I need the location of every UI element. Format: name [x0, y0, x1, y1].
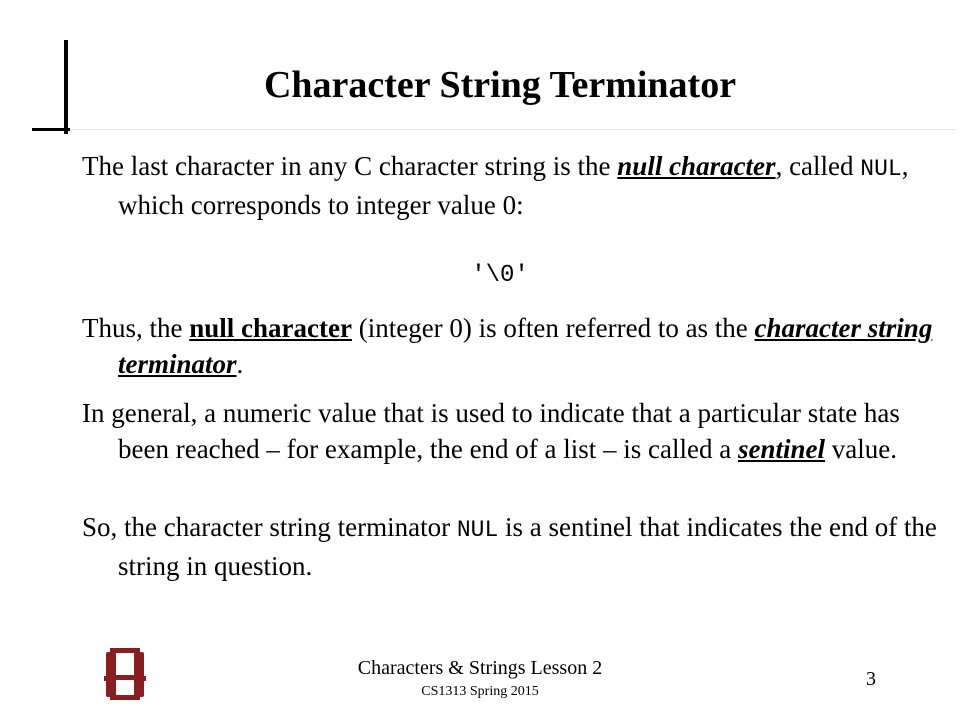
p2-text-a: Thus, the	[82, 313, 190, 343]
p1-text-a: The last character in any C character string is the	[82, 151, 618, 181]
term-string-terminator: character string terminator	[118, 313, 933, 379]
p3-text-b: value.	[825, 434, 897, 464]
paragraph-nul-sentinel	[82, 509, 938, 584]
p4-text-b: is a sentinel that indicates the end of the string in question.	[118, 512, 937, 581]
slide-title: Character String Terminator	[263, 64, 737, 106]
decor-horizontal-line	[32, 128, 70, 131]
title-divider	[70, 129, 956, 130]
code-null-literal: '\0'	[471, 262, 529, 289]
p1-text-b: , called	[775, 151, 861, 181]
term-sentinel: sentinel	[738, 434, 826, 464]
ou-logo-icon	[102, 646, 148, 702]
p3-text-a: In general, a numeric value that is used to indicate that a particular state has been reached – for example, the end of a list – is called a	[82, 398, 900, 464]
p4-text-a: So, the character string terminator	[82, 512, 457, 542]
code-nul: NUL	[860, 156, 902, 182]
paragraph-sentinel	[82, 395, 938, 467]
p2-text-c: .	[236, 349, 244, 379]
term-null-character: null character	[617, 151, 776, 181]
p1-text-c: , which corresponds to integer value 0:	[118, 151, 909, 220]
term-null-character-2: null character	[189, 313, 352, 343]
paragraph-null-character	[82, 148, 938, 223]
footer-lesson-title: Characters & Strings Lesson 2	[357, 657, 603, 679]
code-nul-2: NUL	[456, 517, 499, 543]
paragraph-terminator	[82, 310, 938, 382]
page-number: 3	[866, 668, 876, 690]
footer-course: CS1313 Spring 2015	[421, 684, 539, 699]
p2-text-b: (integer 0) is often referred to as the	[351, 313, 755, 343]
